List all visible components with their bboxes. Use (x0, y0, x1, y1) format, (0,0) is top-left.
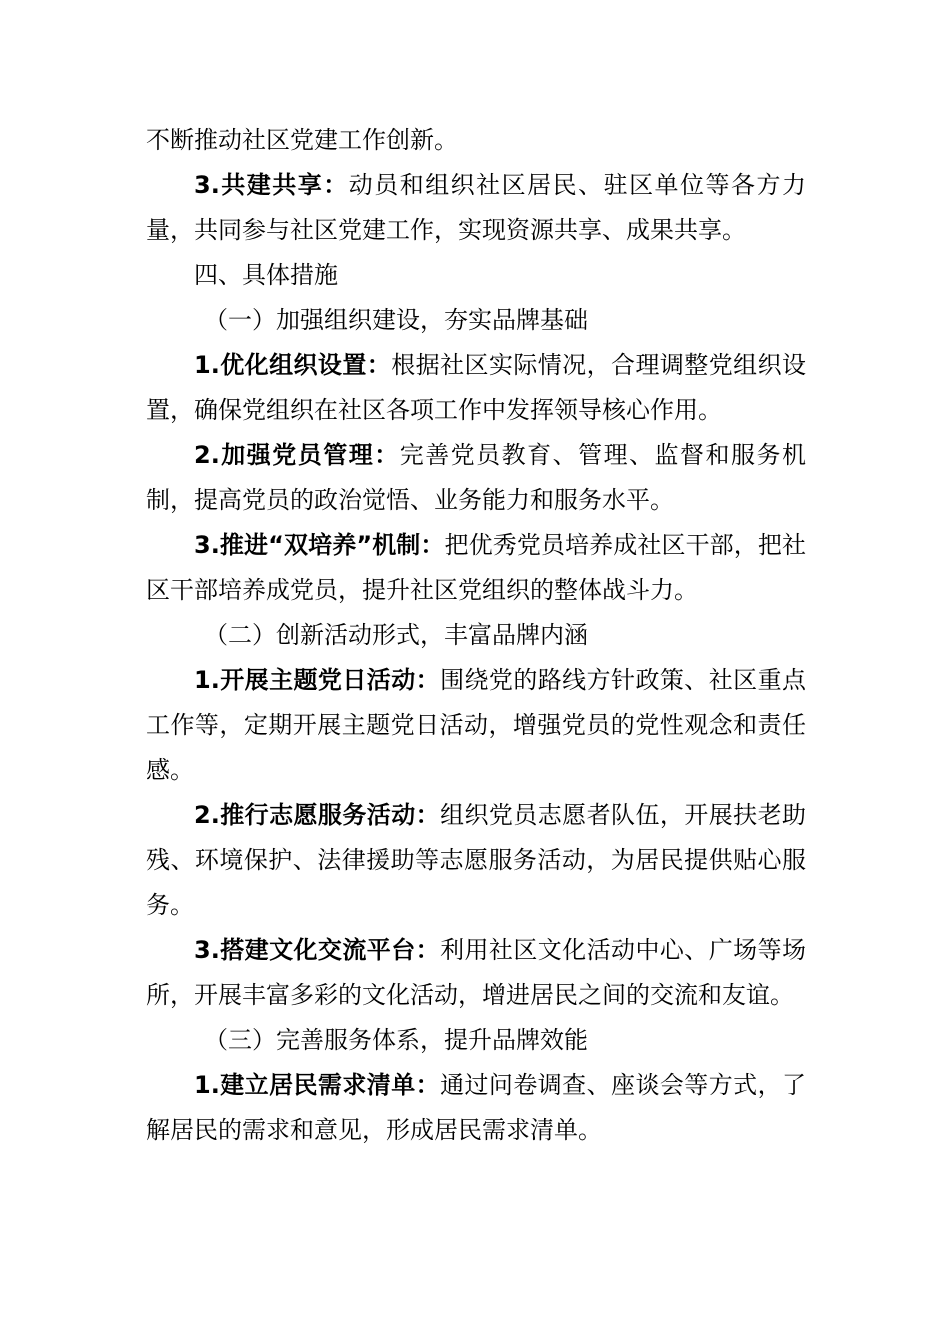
document-page (146, 118, 806, 1153)
paragraph-text: 把优秀党员培养成社区干部，把社区干部培养成党员，提升社区党组织的整体战斗力。 (146, 531, 807, 604)
subsection-heading-text: （一）加强组织建设，夯实品牌基础 (204, 306, 588, 334)
paragraph-lead: 2.推行志愿服务活动： (194, 801, 441, 829)
paragraph-lead: 1.优化组织设置： (194, 351, 392, 379)
paragraph-needs-list (146, 1063, 806, 1153)
paragraph-text: 根据社区实际情况，合理调整党组织设置，确保党组织在社区各项工作中发挥领导核心作用。 (146, 351, 806, 424)
paragraph-text: 完善党员教育、管理、监督和服务机制，提高党员的政治觉悟、业务能力和服务水平。 (146, 441, 806, 514)
paragraph-text: 围绕党的路线方针政策、社区重点工作等，定期开展主题党日活动，增强党员的党性观念和责任感。 (146, 666, 806, 784)
paragraph-text: 不断推动社区党建工作创新。 (146, 126, 458, 154)
subsection-heading-3 (146, 1018, 806, 1063)
paragraph-lead: 3.共建共享： (194, 171, 349, 199)
paragraph-lead: 2.加强党员管理： (194, 441, 400, 469)
paragraph-text: 组织党员志愿者队伍，开展扶老助残、环境保护、法律援助等志愿服务活动，为居民提供贴心服务。 (146, 801, 806, 919)
paragraph-optimize-organization (146, 343, 806, 433)
paragraph-culture-platform (146, 928, 806, 1018)
paragraph-text: 通过问卷调查、座谈会等方式，了解居民的需求和意见，形成居民需求清单。 (146, 1071, 806, 1144)
paragraph-lead: 3.推进“双培养”机制： (194, 531, 445, 559)
section-heading (146, 253, 806, 298)
paragraph-lead: 3.搭建文化交流平台： (194, 936, 441, 964)
paragraph-dual-training (146, 523, 806, 613)
paragraph-member-management (146, 433, 806, 523)
paragraph-lead: 1.建立居民需求清单： (194, 1071, 441, 1099)
subsection-heading-1 (146, 298, 806, 343)
paragraph-theme-party-day (146, 658, 806, 793)
subsection-heading-text: （三）完善服务体系，提升品牌效能 (204, 1026, 588, 1054)
paragraph-text: 动员和组织社区居民、驻区单位等各方力量，共同参与社区党建工作，实现资源共享、成果共享。 (146, 171, 806, 244)
subsection-heading-2 (146, 613, 806, 658)
section-heading-text: 四、具体措施 (194, 261, 338, 289)
subsection-heading-text: （二）创新活动形式，丰富品牌内涵 (204, 621, 588, 649)
paragraph-volunteer-service (146, 793, 806, 928)
paragraph-co-build-share (146, 163, 806, 253)
paragraph-text: 利用社区文化活动中心、广场等场所，开展丰富多彩的文化活动，增进居民之间的交流和友谊。 (146, 936, 806, 1009)
paragraph-lead: 1.开展主题党日活动： (194, 666, 441, 694)
paragraph-continuation (146, 118, 806, 163)
